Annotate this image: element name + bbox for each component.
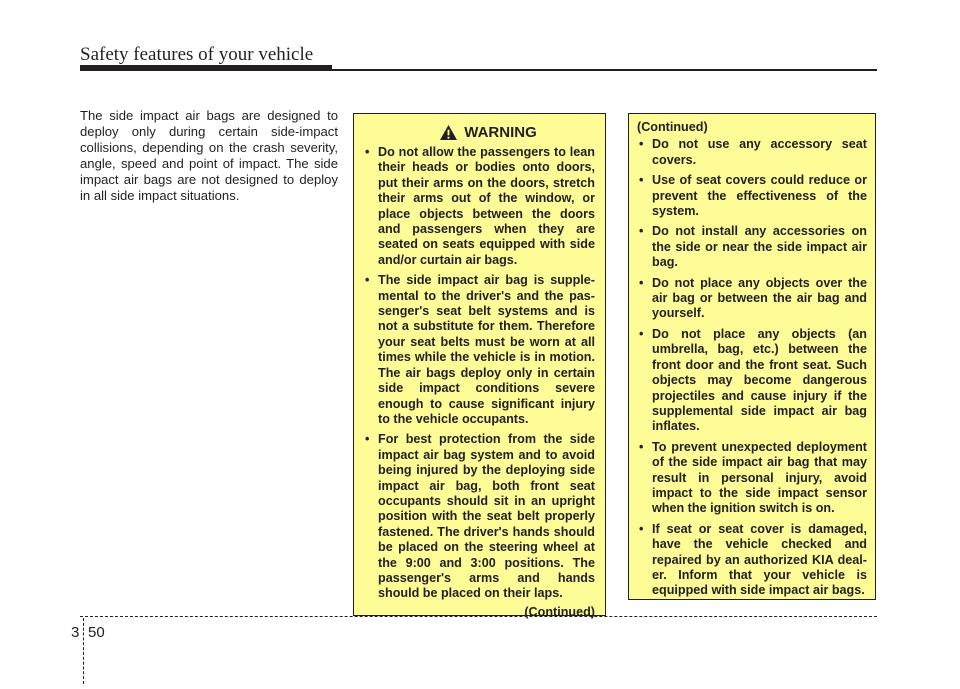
page-number: 50 bbox=[88, 624, 105, 641]
warning-item: • If seat or seat cover is damaged, have the vehicle checked and repaired by an authorized KIA dealer. Inform that your vehicle is equipped with side impact air bags. bbox=[637, 522, 867, 599]
warning-triangle-icon bbox=[439, 124, 458, 141]
warning-item: • For best protection from the side impact air bag system and to avoid being injured by the deploying side impact air bag, both front seat occupants should sit in an upright position with the seat belt properly fastened. The driver's hands should be placed on the steering wheel at the 9:00 and 3:00 positions. The passenger's arms and hands should be placed on their laps. bbox=[363, 432, 595, 601]
page-header-title: Safety features of your vehicle bbox=[80, 44, 314, 65]
warning-item: • Do not use any accessory seat covers. bbox=[637, 137, 867, 168]
footer-divider bbox=[83, 618, 84, 684]
warning-item: • Do not place any objects over the air bag or between the air bag and yourself. bbox=[637, 276, 867, 322]
warning-heading bbox=[363, 124, 595, 141]
warning-item: • Use of seat covers could reduce or prevent the effectiveness of the system. bbox=[637, 173, 867, 219]
continued-warning-box bbox=[628, 113, 876, 600]
chapter-number: 3 bbox=[71, 624, 80, 641]
continued-header: (Continued) bbox=[637, 120, 708, 134]
warning-title: WARNING bbox=[464, 124, 537, 141]
intro-paragraph: The side impact air bags are designed to deploy only during certain side-impact collisions, depending on the crash severity, angle, speed and point of impact. The side impact air bags are not designed to deploy in all side impact situations. bbox=[80, 108, 338, 203]
warning-item: • To prevent unexpected deployment of the side impact air bag that may result in personal injury, avoid impact to the side impact sensor when the ignition switch is on. bbox=[637, 440, 867, 517]
footer-rule bbox=[80, 616, 877, 618]
warning-item: • Do not install any accessories on the side or near the side impact air bag. bbox=[637, 224, 867, 270]
warning-item: • Do not allow the passengers to lean their heads or bodies onto doors, put their arms on the doors, stretch their arms out of the window, or place objects between the doors and passengers when they are seated on seats equipped with side and/or curtain air bags. bbox=[363, 145, 595, 268]
warning-item: • The side impact air bag is supplemental to the driver's and the passenger's seat belt systems and is not a substitute for them. Therefore your seat belts must be worn at all times while the vehicle is in motion. The air bags deploy only in certain side impact conditions severe enough to cause significant injury to the vehicle occupants. bbox=[363, 273, 595, 427]
warning-list bbox=[363, 145, 595, 602]
continued-label: (Continued) bbox=[524, 604, 595, 619]
warning-box bbox=[353, 113, 606, 619]
header-rule bbox=[80, 65, 332, 71]
header-rule-thin bbox=[332, 69, 877, 71]
warning-item: • Do not place any objects (an umbrella, bag, etc.) between the front door and the front seat. Such objects may become dangerous projectiles and cause injury if the supplemental side impact air bag inflates. bbox=[637, 327, 867, 435]
continued-list bbox=[637, 137, 867, 598]
